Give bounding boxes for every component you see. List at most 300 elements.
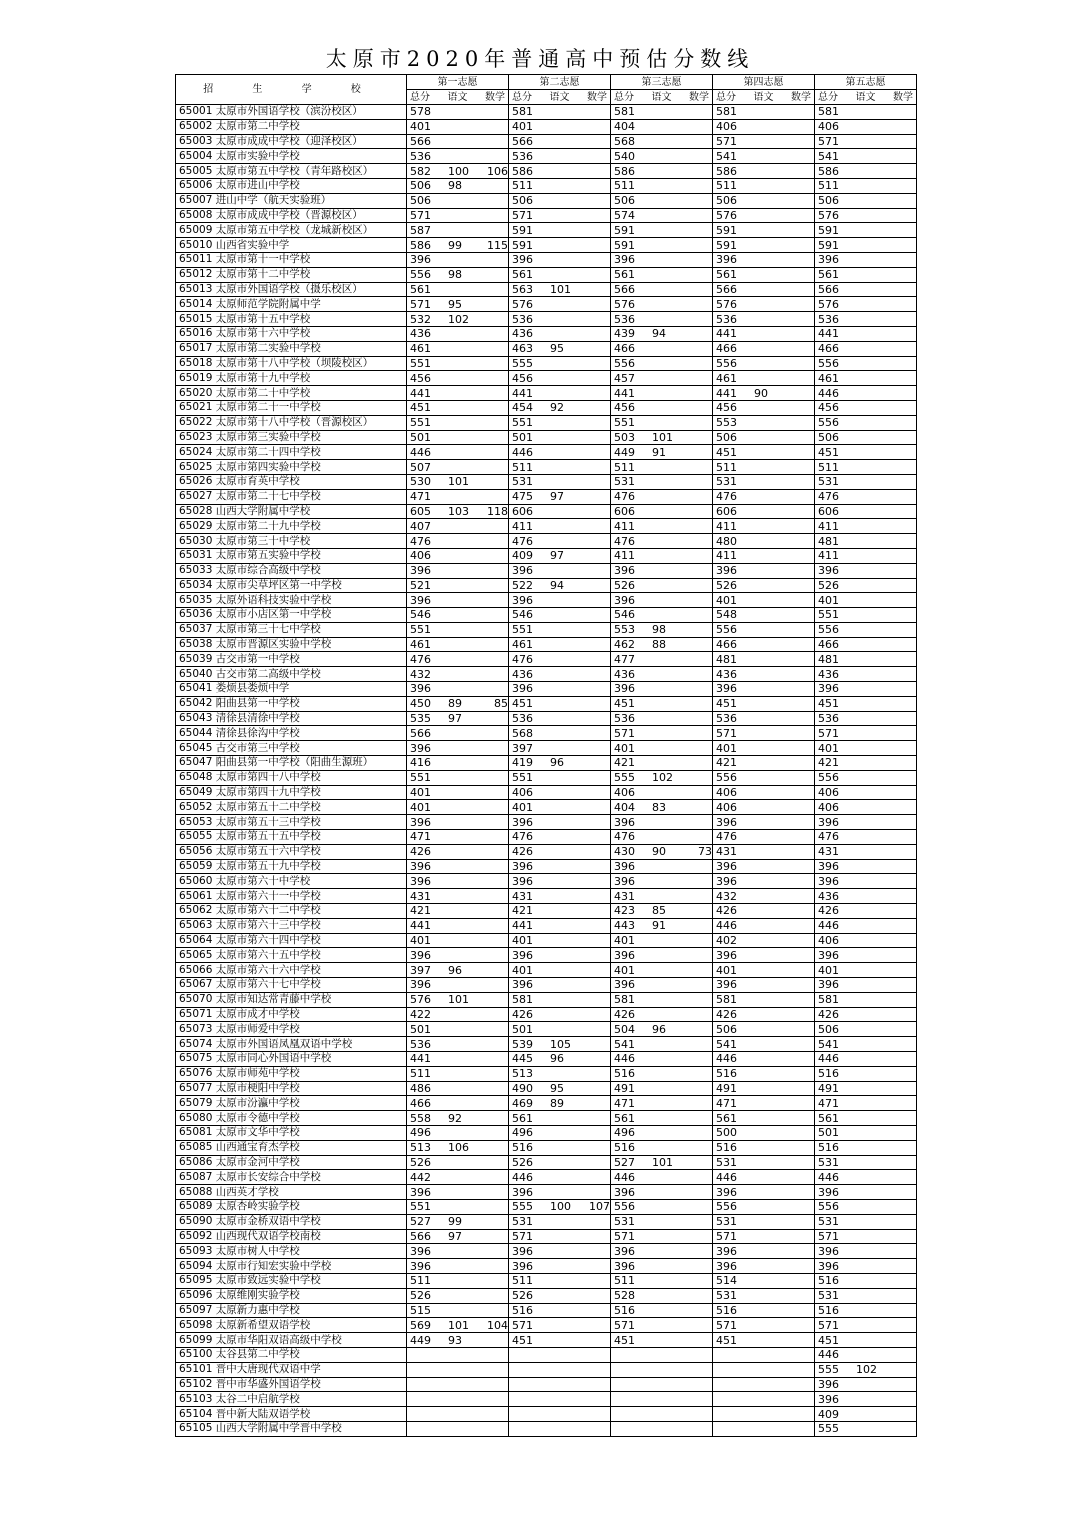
chinese-score [448, 194, 482, 207]
round-1-cell [407, 992, 509, 1007]
total-score: 551 [410, 771, 431, 785]
total-score: 578 [410, 105, 431, 119]
round-5-cell [815, 534, 917, 549]
total-score: 606 [512, 504, 533, 518]
round-2-subheader [509, 90, 611, 105]
round-4-cell [713, 815, 815, 830]
round-5-cell [815, 1362, 917, 1377]
chinese-score [448, 283, 482, 296]
chinese-score [448, 150, 482, 163]
school-cell: 65043 清徐县清徐中学校 [176, 711, 407, 726]
total-score: 501 [512, 1022, 533, 1036]
math-score [584, 372, 610, 385]
total-score: 461 [818, 371, 839, 385]
chinese-score [856, 1215, 890, 1228]
round-2-cell [509, 1007, 611, 1022]
school-cell: 65036 太原市小店区第一中学校 [176, 608, 407, 623]
chinese-score [856, 875, 890, 888]
school-cell: 65045 古交市第三中学校 [176, 741, 407, 756]
round-5-cell [815, 785, 917, 800]
math-score [788, 623, 814, 636]
total-score: 436 [410, 327, 431, 341]
math-score [788, 1171, 814, 1184]
table-row [176, 386, 917, 401]
chinese-score [448, 446, 482, 459]
total-score: 536 [614, 312, 635, 326]
total-score: 516 [818, 1067, 839, 1081]
chinese-score [754, 756, 788, 769]
total-score: 396 [410, 1244, 431, 1258]
total-score: 516 [512, 1141, 533, 1155]
round-4-cell [713, 445, 815, 460]
total-score: 586 [818, 164, 839, 178]
total-score: 587 [410, 223, 431, 237]
round-3-cell [611, 238, 713, 253]
total-score: 396 [614, 253, 635, 267]
math-score [788, 179, 814, 192]
round-3-cell [611, 1155, 713, 1170]
round-3-cell [611, 1170, 713, 1185]
chinese-score [856, 327, 890, 340]
total-score: 571 [818, 134, 839, 148]
round-5-cell [815, 1407, 917, 1422]
chinese-score [550, 253, 584, 266]
math-score: 104 [487, 1318, 508, 1332]
chinese-score [652, 1245, 686, 1258]
round-3-cell [611, 726, 713, 741]
round-4-cell [713, 1259, 815, 1274]
math-score [788, 120, 814, 133]
total-score: 555 [512, 1200, 533, 1214]
math-score [584, 801, 610, 814]
total-score: 501 [410, 1022, 431, 1036]
round-4-cell [713, 400, 815, 415]
round-1-cell [407, 474, 509, 489]
total-score: 451 [410, 401, 431, 415]
round-1-cell [407, 1421, 509, 1436]
round-5-cell [815, 770, 917, 785]
table-row [176, 267, 917, 282]
table-row [176, 415, 917, 430]
total-score: 506 [818, 194, 839, 208]
chinese-score [856, 638, 890, 651]
round-5-cell [815, 933, 917, 948]
chinese-score [856, 1230, 890, 1243]
school-cell: 65055 太原市第五十五中学校 [176, 830, 407, 845]
school-cell: 65085 山西通宝育杰学校 [176, 1140, 407, 1155]
round-5-cell [815, 726, 917, 741]
total-score: 531 [512, 1215, 533, 1229]
chinese-score: 83 [652, 800, 666, 814]
round-1-cell [407, 1140, 509, 1155]
total-score: 506 [614, 194, 635, 208]
total-score: 555 [818, 1422, 839, 1436]
round-1-cell [407, 164, 509, 179]
total-score: 407 [410, 519, 431, 533]
table-row [176, 785, 917, 800]
total-score: 556 [716, 771, 737, 785]
chinese-score [448, 1126, 482, 1139]
round-1-cell [407, 341, 509, 356]
table-row [176, 282, 917, 297]
table-row [176, 208, 917, 223]
total-score: 421 [818, 756, 839, 770]
school-cell: 65053 太原市第五十三中学校 [176, 815, 407, 830]
total-score: 441 [818, 327, 839, 341]
total-score: 571 [614, 726, 635, 740]
chinese-score [856, 549, 890, 562]
chinese-score [856, 712, 890, 725]
round-2-cell [509, 1037, 611, 1052]
round-5-cell [815, 119, 917, 134]
round-3-cell [611, 1140, 713, 1155]
chinese-score [652, 342, 686, 355]
total-score: 555 [818, 1363, 839, 1377]
table-row [176, 1081, 917, 1096]
round-5-cell [815, 1288, 917, 1303]
chinese-score [856, 830, 890, 843]
math-score [584, 1097, 610, 1110]
chinese-score [448, 564, 482, 577]
math-score [686, 1112, 712, 1125]
math-score [686, 224, 712, 237]
total-score: 426 [818, 1008, 839, 1021]
total-score: 441 [716, 386, 737, 400]
total-score: 406 [818, 934, 839, 948]
math-score [482, 342, 508, 355]
round-4-cell [713, 489, 815, 504]
round-5-cell [815, 1022, 917, 1037]
chinese-score [754, 357, 788, 370]
school-cell: 65100 太谷县第二中学校 [176, 1347, 407, 1362]
chinese-score [448, 801, 482, 814]
total-score: 426 [614, 1008, 635, 1021]
total-score: 586 [614, 164, 635, 178]
chinese-score: 98 [448, 268, 462, 282]
math-score [686, 253, 712, 266]
total-score: 606 [614, 504, 635, 518]
round-2-cell [509, 208, 611, 223]
total-score: 556 [818, 416, 839, 430]
math-score [482, 120, 508, 133]
total-score: 571 [614, 1318, 635, 1332]
chinese-score [550, 1230, 584, 1243]
total-score: 396 [818, 874, 839, 888]
math-score [686, 150, 712, 163]
math-score [788, 1334, 814, 1347]
chinese-score [754, 993, 788, 1006]
total-score: 431 [512, 889, 533, 903]
chinese-score [550, 904, 584, 917]
round-1-cell [407, 445, 509, 460]
chinese-score [652, 1200, 686, 1213]
math-score [788, 668, 814, 681]
math-score [890, 756, 916, 769]
round-4-cell [713, 963, 815, 978]
chinese-score [652, 253, 686, 266]
school-cell: 65071 太原市成才中学校 [176, 1007, 407, 1022]
total-score: 511 [716, 179, 737, 193]
math-score [890, 594, 916, 607]
chinese-score [448, 1260, 482, 1273]
math-score [686, 1245, 712, 1258]
math-score [584, 993, 610, 1006]
school-cell: 65074 太原市外国语凤凰双语中学校 [176, 1037, 407, 1052]
chinese-score [754, 712, 788, 725]
table-row [176, 252, 917, 267]
table-row [176, 844, 917, 859]
total-score: 396 [512, 815, 533, 829]
round-4-cell [713, 1229, 815, 1244]
chinese-score [448, 209, 482, 222]
total-score: 531 [614, 1215, 635, 1229]
school-cell: 65044 清徐县徐沟中学校 [176, 726, 407, 741]
chinese-score [652, 1186, 686, 1199]
table-row [176, 608, 917, 623]
math-score [584, 1171, 610, 1184]
chinese-score [448, 1052, 482, 1065]
chinese-score [448, 638, 482, 651]
chinese-score [448, 727, 482, 740]
school-cell: 65052 太原市第五十二中学校 [176, 800, 407, 815]
chinese-score [550, 801, 584, 814]
round-5-cell [815, 830, 917, 845]
round-2-cell [509, 267, 611, 282]
round-5-cell [815, 622, 917, 637]
total-score: 526 [614, 578, 635, 592]
chinese-score [754, 1126, 788, 1139]
round-4-cell [713, 593, 815, 608]
round-1-cell [407, 1170, 509, 1185]
round-5-cell [815, 193, 917, 208]
total-score: 446 [512, 445, 533, 459]
chinese-score [856, 416, 890, 429]
school-cell: 65028 山西大学附属中学校 [176, 504, 407, 519]
chinese-score [448, 1067, 482, 1080]
table-row [176, 489, 917, 504]
round-1-cell [407, 149, 509, 164]
round-3-cell [611, 1244, 713, 1259]
chinese-score [550, 1126, 584, 1139]
chinese-score: 100 [550, 1200, 571, 1214]
round-5-cell [815, 415, 917, 430]
math-score [584, 682, 610, 695]
math-score [686, 978, 712, 991]
school-cell: 65026 太原市育英中学校 [176, 474, 407, 489]
round-5-cell [815, 460, 917, 475]
chinese-score: 85 [652, 904, 666, 918]
math-score [584, 401, 610, 414]
total-score: 476 [614, 490, 635, 504]
table-row [176, 1318, 917, 1333]
table-row [176, 1037, 917, 1052]
chinese-score [550, 816, 584, 829]
chinese-score [754, 904, 788, 917]
table-row [176, 474, 917, 489]
math-score [686, 697, 712, 710]
total-score: 426 [716, 1008, 737, 1021]
chinese-score [856, 1319, 890, 1332]
chinese-score [754, 845, 788, 858]
table-row [176, 371, 917, 386]
table-row [176, 1155, 917, 1170]
chinese-score [448, 549, 482, 562]
math-score [584, 1008, 610, 1021]
round-1-cell [407, 637, 509, 652]
chinese-score [448, 535, 482, 548]
chinese-score [448, 387, 482, 400]
table-row [176, 1007, 917, 1022]
total-score: 456 [716, 401, 737, 415]
math-score [584, 327, 610, 340]
chinese-score [754, 786, 788, 799]
subject-label: 数学 [689, 91, 709, 103]
school-cell: 65065 太原市第六十五中学校 [176, 948, 407, 963]
math-score [482, 756, 508, 769]
total-score: 451 [614, 1333, 635, 1347]
math-score [788, 1126, 814, 1139]
math-score [788, 1260, 814, 1273]
chinese-score [754, 890, 788, 903]
round-3-cell [611, 948, 713, 963]
total-score: 396 [410, 741, 431, 755]
total-score: 411 [818, 519, 839, 533]
total-score: 396 [410, 253, 431, 267]
chinese-score [448, 1304, 482, 1317]
total-score: 576 [410, 993, 431, 1007]
math-score [584, 653, 610, 666]
round-1-cell [407, 1214, 509, 1229]
round-4-cell [713, 992, 815, 1007]
round-1-cell [407, 1199, 509, 1214]
math-score [788, 327, 814, 340]
round-1-cell [407, 711, 509, 726]
total-score: 401 [512, 800, 533, 814]
total-score: 546 [614, 608, 635, 622]
chinese-score [448, 1008, 482, 1021]
chinese-score [856, 623, 890, 636]
math-score [686, 1156, 712, 1169]
round-3-cell [611, 386, 713, 401]
subject-label: 总分 [512, 91, 532, 103]
round-5-cell [815, 889, 917, 904]
chinese-score [652, 490, 686, 503]
total-score: 401 [716, 963, 737, 977]
math-score [482, 209, 508, 222]
total-score: 396 [716, 815, 737, 829]
round-4-cell [713, 134, 815, 149]
total-score: 535 [410, 712, 431, 726]
total-score: 506 [716, 194, 737, 208]
chinese-score [448, 1289, 482, 1302]
chinese-score [856, 461, 890, 474]
chinese-score [448, 875, 482, 888]
total-score: 441 [410, 386, 431, 400]
school-cell: 65096 太原维刚实验学校 [176, 1288, 407, 1303]
table-body [176, 105, 917, 1437]
round-2-cell [509, 445, 611, 460]
math-score [686, 387, 712, 400]
chinese-score [448, 1171, 482, 1184]
chinese-score [448, 756, 482, 769]
round-5-cell [815, 1318, 917, 1333]
total-score: 568 [614, 134, 635, 148]
round-3-cell [611, 445, 713, 460]
chinese-score [754, 342, 788, 355]
round-5-cell [815, 652, 917, 667]
chinese-score [448, 431, 482, 444]
math-score [788, 150, 814, 163]
school-cell: 65062 太原市第六十二中学校 [176, 904, 407, 919]
total-score: 476 [818, 830, 839, 844]
round-3-cell [611, 460, 713, 475]
math-score [686, 1230, 712, 1243]
round-5-cell [815, 297, 917, 312]
chinese-score [550, 1215, 584, 1228]
round-4-cell [713, 297, 815, 312]
math-score [584, 194, 610, 207]
round-4-cell [713, 1273, 815, 1288]
total-score: 396 [512, 1259, 533, 1273]
table-row [176, 356, 917, 371]
round-2-cell [509, 193, 611, 208]
math-score [788, 357, 814, 370]
math-score [686, 1215, 712, 1228]
chinese-score [754, 1319, 788, 1332]
total-score: 406 [410, 549, 431, 563]
total-score: 463 [512, 342, 533, 356]
total-score: 526 [512, 1289, 533, 1303]
school-cell: 65080 太原市令德中学校 [176, 1111, 407, 1126]
math-score [788, 1038, 814, 1051]
math-score [890, 461, 916, 474]
round-1-cell [407, 297, 509, 312]
total-score: 491 [614, 1081, 635, 1095]
chinese-score [652, 756, 686, 769]
round-5-cell [815, 1199, 917, 1214]
table-row [176, 830, 917, 845]
round-2-cell [509, 992, 611, 1007]
total-score: 466 [614, 342, 635, 356]
math-score [788, 801, 814, 814]
chinese-score [550, 475, 584, 488]
total-score: 541 [716, 1037, 737, 1051]
total-score: 401 [512, 120, 533, 134]
round-5-cell [815, 445, 917, 460]
total-score: 528 [614, 1289, 635, 1303]
round-4-cell [713, 460, 815, 475]
total-score: 513 [512, 1067, 533, 1081]
math-score [788, 401, 814, 414]
math-score [686, 313, 712, 326]
table-row [176, 756, 917, 771]
chinese-score [448, 253, 482, 266]
school-cell: 65067 太原市第六十七中学校 [176, 978, 407, 993]
chinese-score [652, 165, 686, 178]
total-score: 446 [818, 1348, 839, 1362]
math-score [584, 623, 610, 636]
round-1-cell [407, 785, 509, 800]
round-5-cell [815, 1037, 917, 1052]
math-score [890, 845, 916, 858]
math-score [686, 904, 712, 917]
round-3-cell [611, 178, 713, 193]
round-1-cell [407, 1111, 509, 1126]
round-3-cell [611, 1052, 713, 1067]
math-score [788, 771, 814, 784]
total-score: 516 [614, 1303, 635, 1317]
round-5-cell [815, 474, 917, 489]
